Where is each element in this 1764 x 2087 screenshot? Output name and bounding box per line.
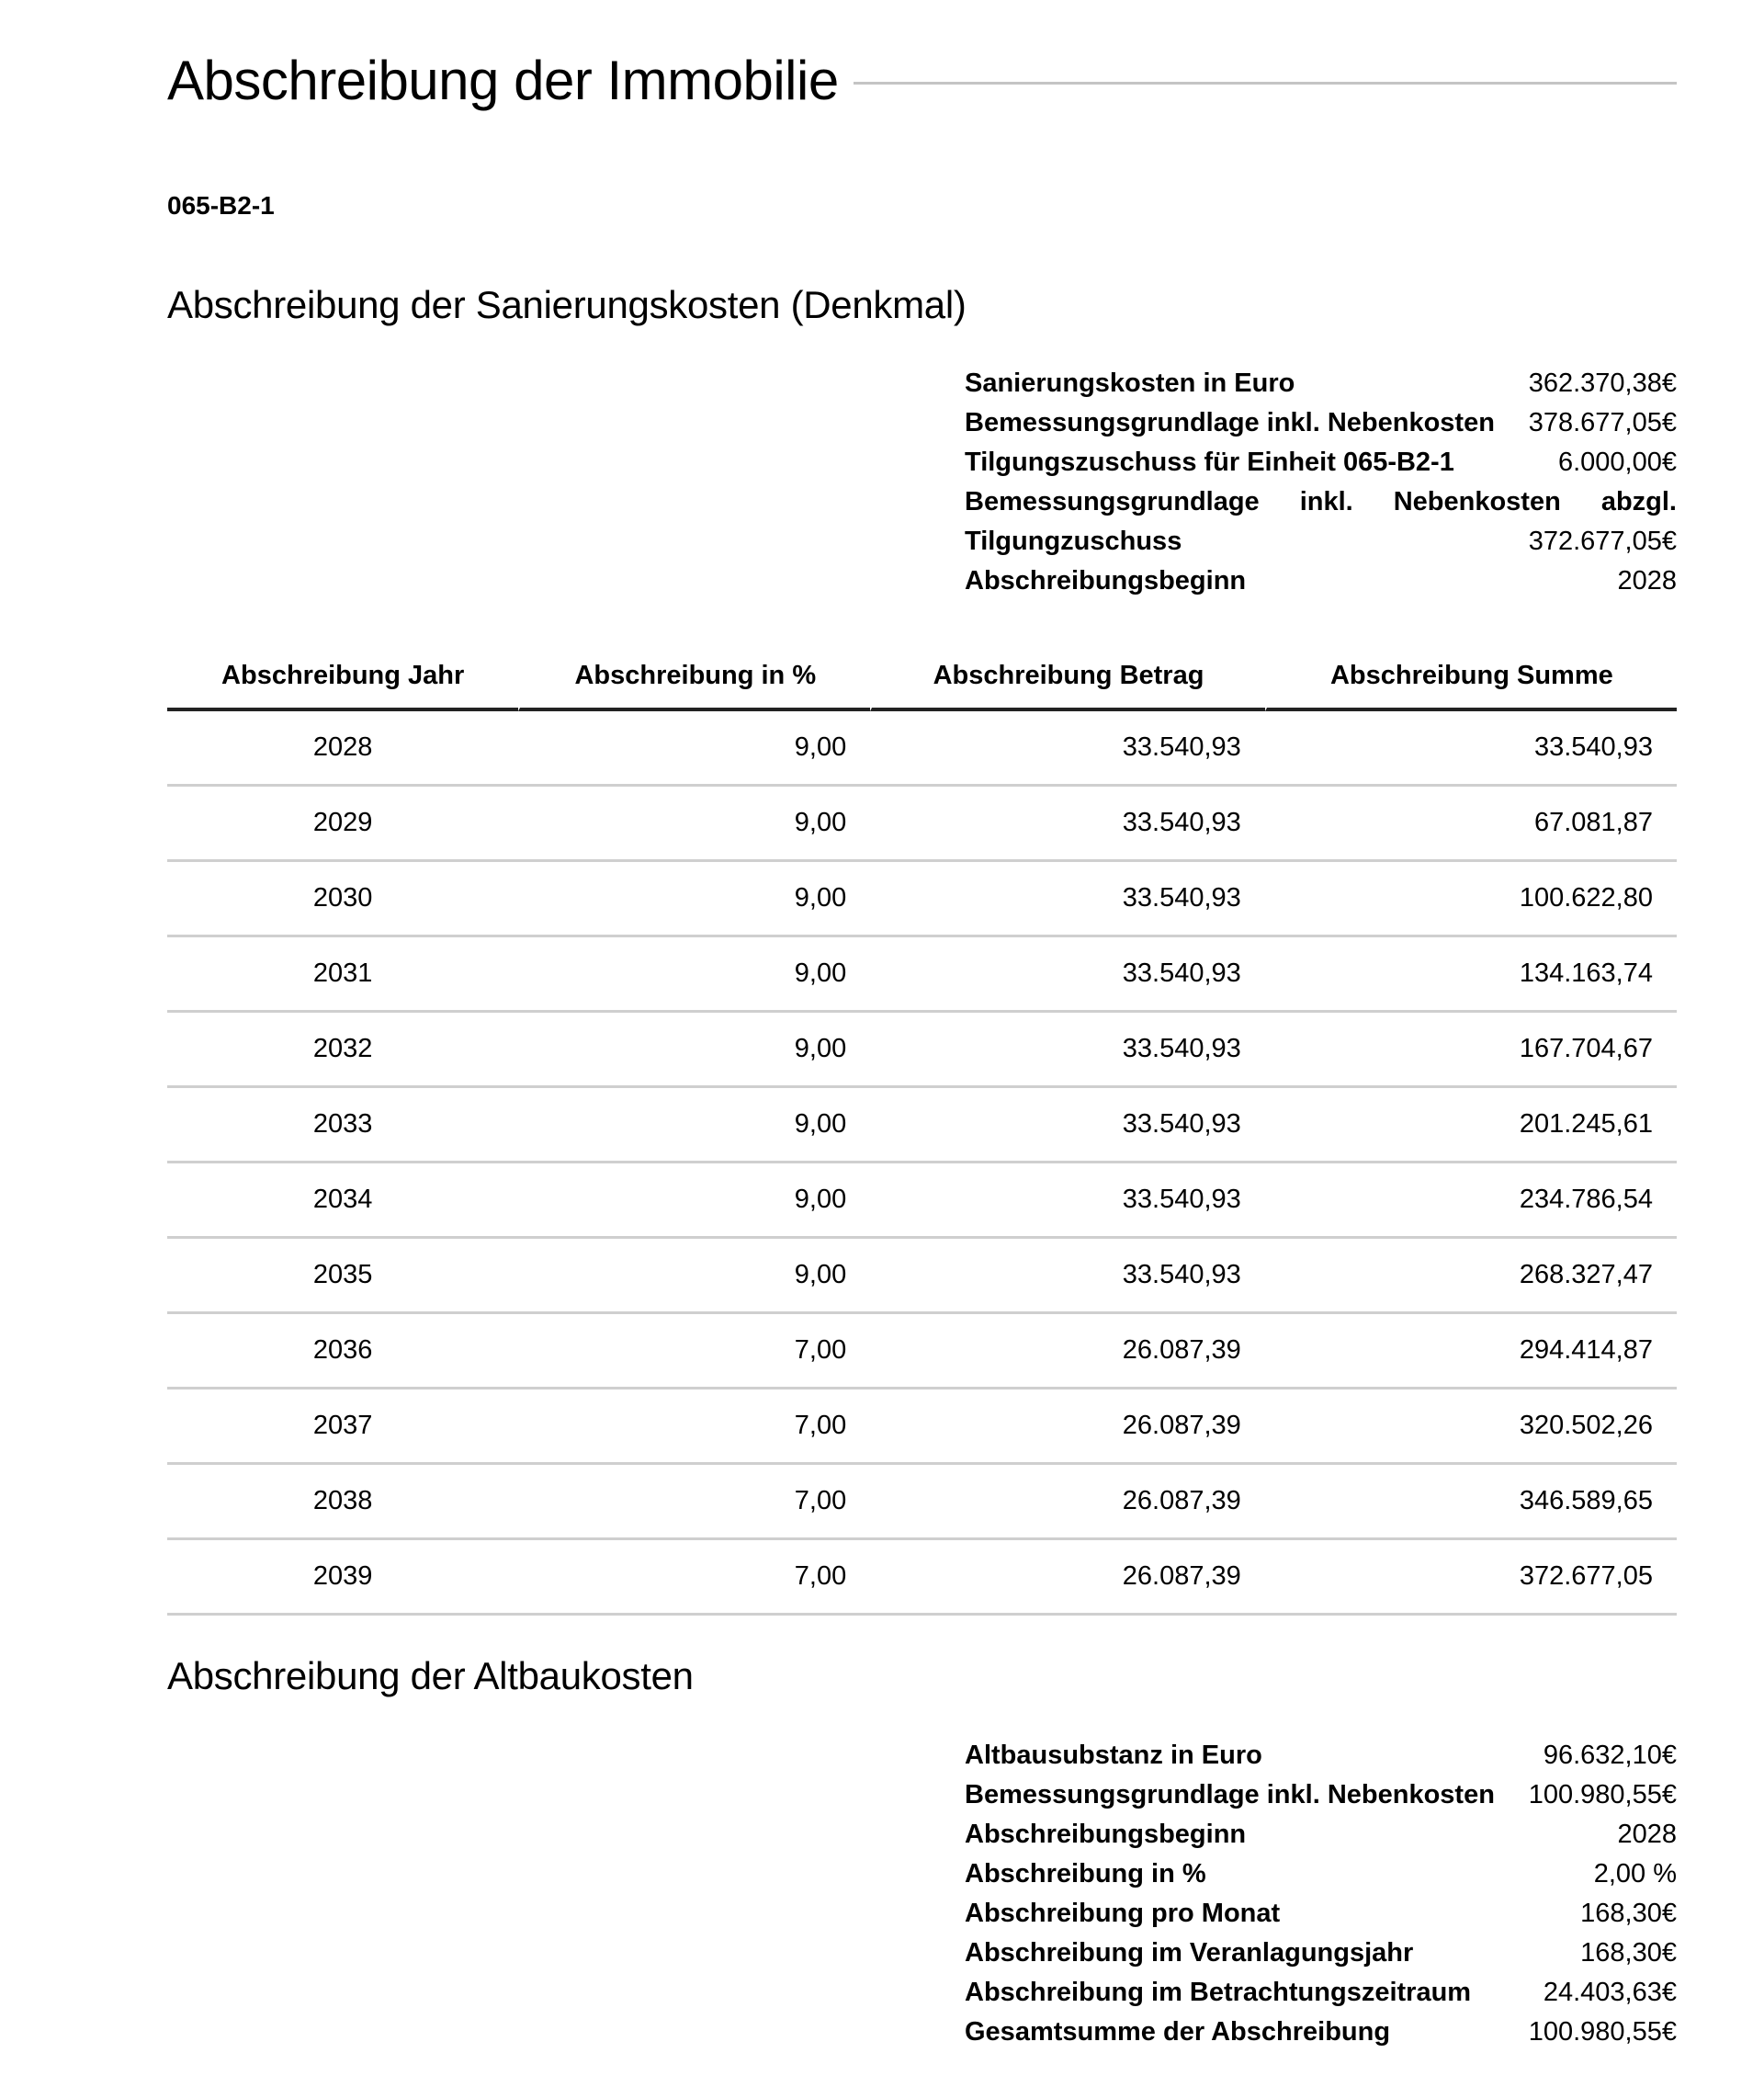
summary-value: 2028 bbox=[1617, 566, 1677, 595]
cell-percent: 9,00 bbox=[518, 1163, 870, 1239]
cell-sum: 346.589,65 bbox=[1265, 1465, 1677, 1540]
summary-value: 378.677,05€ bbox=[1528, 408, 1677, 437]
sanierung-summary bbox=[965, 364, 1677, 601]
cell-percent: 7,00 bbox=[518, 1465, 870, 1540]
summary-label: Abschreibung pro Monat bbox=[965, 1899, 1281, 1928]
table-row bbox=[167, 1013, 1677, 1088]
summary-value: 362.370,38€ bbox=[1528, 369, 1677, 398]
summary-row bbox=[965, 1775, 1677, 1815]
summary-row bbox=[965, 1815, 1677, 1854]
summary-row bbox=[965, 561, 1677, 601]
table-body bbox=[167, 711, 1677, 1616]
summary-value: 96.632,10€ bbox=[1543, 1741, 1677, 1770]
summary-row bbox=[965, 1736, 1677, 1775]
summary-label: Abschreibungsbeginn bbox=[965, 566, 1247, 595]
summary-label: Altbausubstanz in Euro bbox=[965, 1741, 1262, 1770]
cell-amount: 33.540,93 bbox=[870, 937, 1265, 1013]
summary-label: Abschreibung in % bbox=[965, 1859, 1206, 1889]
summary-row bbox=[965, 1854, 1677, 1894]
altbau-summary bbox=[965, 1736, 1677, 2052]
cell-year: 2031 bbox=[167, 937, 518, 1013]
cell-amount: 33.540,93 bbox=[870, 1013, 1265, 1088]
summary-row bbox=[965, 1934, 1677, 1973]
cell-percent: 9,00 bbox=[518, 711, 870, 787]
depreciation-table bbox=[167, 643, 1677, 1616]
summary-label: Tilgungszuschuss für Einheit 065-B2-1 bbox=[965, 448, 1454, 477]
table-row bbox=[167, 1314, 1677, 1389]
table-row bbox=[167, 1239, 1677, 1314]
cell-percent: 7,00 bbox=[518, 1389, 870, 1465]
cell-sum: 268.327,47 bbox=[1265, 1239, 1677, 1314]
cell-sum: 320.502,26 bbox=[1265, 1389, 1677, 1465]
cell-amount: 26.087,39 bbox=[870, 1540, 1265, 1616]
section-title-altbau: Abschreibung der Altbaukosten bbox=[167, 1654, 694, 1697]
cell-amount: 33.540,93 bbox=[870, 862, 1265, 937]
cell-year: 2034 bbox=[167, 1163, 518, 1239]
summary-label: Tilgungzuschuss bbox=[965, 527, 1182, 556]
column-header-year: Abschreibung Jahr bbox=[167, 643, 518, 711]
summary-value: 100.980,55€ bbox=[1528, 1780, 1677, 1809]
page-title: Abschreibung der Immobilie bbox=[167, 50, 839, 111]
cell-percent: 9,00 bbox=[518, 862, 870, 937]
cell-percent: 9,00 bbox=[518, 787, 870, 862]
table-row bbox=[167, 1088, 1677, 1163]
summary-label: Abschreibungsbeginn bbox=[965, 1820, 1247, 1849]
cell-year: 2038 bbox=[167, 1465, 518, 1540]
cell-year: 2037 bbox=[167, 1389, 518, 1465]
summary-label: Abschreibung im Veranlagungsjahr bbox=[965, 1938, 1414, 1968]
cell-sum: 372.677,05 bbox=[1265, 1540, 1677, 1616]
summary-row bbox=[965, 1973, 1677, 2013]
cell-sum: 33.540,93 bbox=[1265, 711, 1677, 787]
summary-row bbox=[965, 403, 1677, 443]
table-row bbox=[167, 1163, 1677, 1239]
summary-label: Bemessungsgrundlage inkl. Nebenkosten bbox=[965, 408, 1495, 437]
table-row bbox=[167, 1540, 1677, 1616]
cell-amount: 26.087,39 bbox=[870, 1465, 1265, 1540]
column-header-sum: Abschreibung Summe bbox=[1265, 643, 1677, 711]
cell-percent: 9,00 bbox=[518, 1239, 870, 1314]
summary-label: Bemessungsgrundlage inkl. Nebenkosten abzgl. bbox=[965, 487, 1677, 516]
summary-value: 2028 bbox=[1617, 1820, 1677, 1849]
table-row bbox=[167, 787, 1677, 862]
cell-sum: 100.622,80 bbox=[1265, 862, 1677, 937]
table-row bbox=[167, 862, 1677, 937]
cell-year: 2039 bbox=[167, 1540, 518, 1616]
cell-amount: 26.087,39 bbox=[870, 1314, 1265, 1389]
cell-amount: 33.540,93 bbox=[870, 1088, 1265, 1163]
section-title-sanierung: Abschreibung der Sanierungskosten (Denkmal) bbox=[167, 283, 967, 326]
cell-year: 2029 bbox=[167, 787, 518, 862]
table-row bbox=[167, 711, 1677, 787]
summary-label: Bemessungsgrundlage inkl. Nebenkosten bbox=[965, 1780, 1495, 1809]
cell-amount: 33.540,93 bbox=[870, 711, 1265, 787]
page-header bbox=[167, 44, 1677, 118]
cell-percent: 7,00 bbox=[518, 1314, 870, 1389]
summary-value: 168,30€ bbox=[1580, 1899, 1677, 1928]
cell-year: 2028 bbox=[167, 711, 518, 787]
table-row bbox=[167, 1465, 1677, 1540]
cell-percent: 7,00 bbox=[518, 1540, 870, 1616]
cell-sum: 67.081,87 bbox=[1265, 787, 1677, 862]
cell-sum: 294.414,87 bbox=[1265, 1314, 1677, 1389]
summary-row bbox=[965, 2013, 1677, 2052]
cell-amount: 33.540,93 bbox=[870, 1163, 1265, 1239]
summary-row bbox=[965, 364, 1677, 403]
cell-percent: 9,00 bbox=[518, 1013, 870, 1088]
summary-value: 24.403,63€ bbox=[1543, 1978, 1677, 2007]
cell-sum: 201.245,61 bbox=[1265, 1088, 1677, 1163]
cell-year: 2030 bbox=[167, 862, 518, 937]
summary-value: 2,00 % bbox=[1593, 1859, 1677, 1889]
summary-value: 100.980,55€ bbox=[1528, 2017, 1677, 2047]
summary-value: 6.000,00€ bbox=[1557, 448, 1677, 477]
cell-sum: 234.786,54 bbox=[1265, 1163, 1677, 1239]
table-header-row bbox=[167, 643, 1677, 711]
summary-label: Abschreibung im Betrachtungszeitraum bbox=[965, 1978, 1472, 2007]
unit-id: 065-B2-1 bbox=[167, 191, 275, 220]
summary-row bbox=[965, 522, 1677, 561]
summary-label: Gesamtsumme der Abschreibung bbox=[965, 2017, 1391, 2047]
table-row bbox=[167, 1389, 1677, 1465]
summary-row bbox=[965, 443, 1677, 482]
summary-row bbox=[965, 482, 1677, 522]
cell-amount: 26.087,39 bbox=[870, 1389, 1265, 1465]
cell-year: 2036 bbox=[167, 1314, 518, 1389]
summary-label: Sanierungskosten in Euro bbox=[965, 369, 1295, 398]
cell-sum: 167.704,67 bbox=[1265, 1013, 1677, 1088]
column-header-percent: Abschreibung in % bbox=[518, 643, 870, 711]
cell-percent: 9,00 bbox=[518, 1088, 870, 1163]
cell-year: 2032 bbox=[167, 1013, 518, 1088]
summary-value: 168,30€ bbox=[1580, 1938, 1677, 1968]
cell-sum: 134.163,74 bbox=[1265, 937, 1677, 1013]
cell-year: 2033 bbox=[167, 1088, 518, 1163]
summary-value: 372.677,05€ bbox=[1528, 527, 1677, 556]
cell-percent: 9,00 bbox=[518, 937, 870, 1013]
cell-year: 2035 bbox=[167, 1239, 518, 1314]
title-divider bbox=[854, 82, 1677, 85]
summary-row bbox=[965, 1894, 1677, 1934]
cell-amount: 33.540,93 bbox=[870, 1239, 1265, 1314]
cell-amount: 33.540,93 bbox=[870, 787, 1265, 862]
column-header-amount: Abschreibung Betrag bbox=[870, 643, 1265, 711]
table-row bbox=[167, 937, 1677, 1013]
